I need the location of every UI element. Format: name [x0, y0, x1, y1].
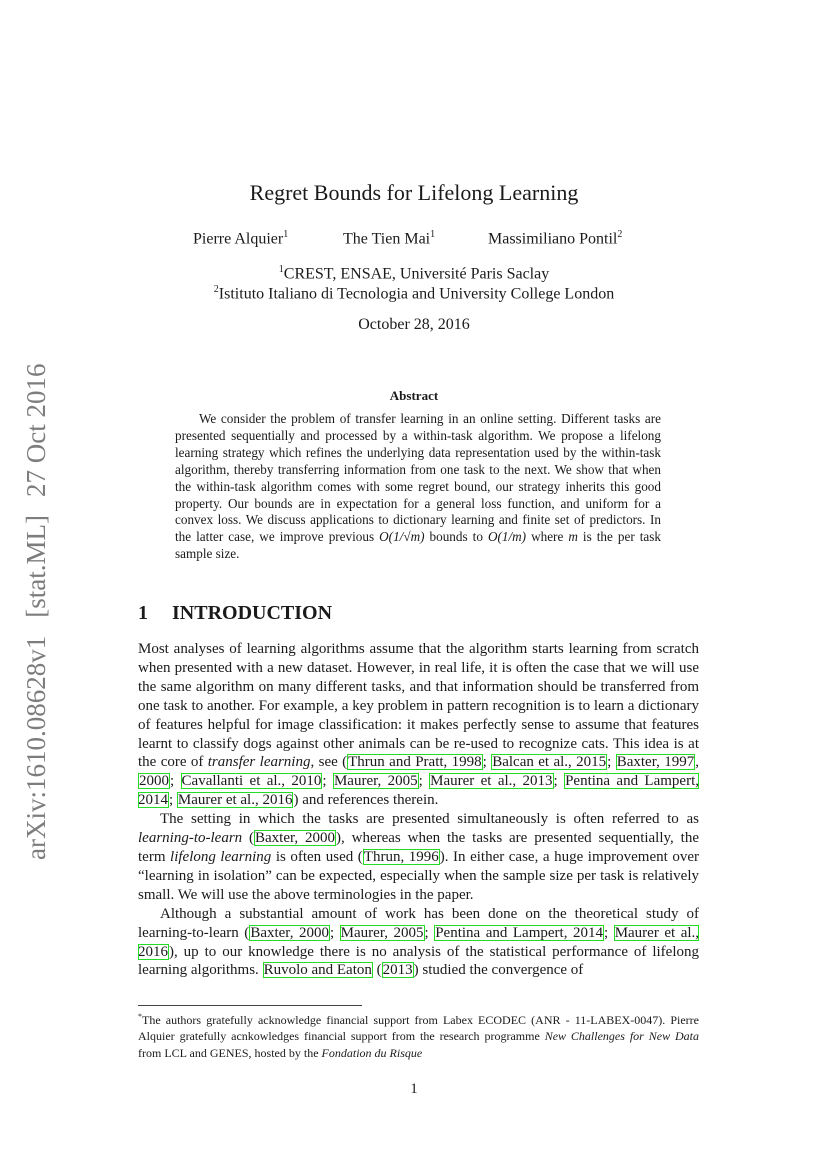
math: m [568, 529, 578, 545]
citation-link[interactable]: Thrun, 1996 [363, 848, 439, 865]
arxiv-id: arXiv:1610.08628v1 [21, 635, 51, 860]
citation-link[interactable]: Baxter, 2000 [255, 830, 336, 847]
math: O(1/m) [487, 529, 527, 545]
footnote: *The authors gratefully acknowledge financial support from Labex ECODEC (ANR - 11-LABEX-0047). Pierre Alquier gratefully acnkowledges financial support from the research programme New Challenges for New Data from LCL and GENES, hosted by the Fondation du Risque [138, 1012, 699, 1060]
paragraph: The setting in which the tasks are presented simultaneously is often referred to as learning-to-learn (Baxter, 2000), whereas when the tasks are presented sequentially, the term lifelong learning is often used (Thrun, 1996). In either case, a huge improvement over “learning in isolation” can be expected, especially when the sample size per task is relatively small. We will use the above terminologies in the paper. [138, 811, 699, 903]
arxiv-date: 27 Oct 2016 [21, 363, 51, 498]
author: Massimiliano Pontil$^2$ [488, 229, 623, 248]
arxiv-stamp [14, 340, 58, 860]
abstract-text: We consider the problem of transfer learning in an online setting. Different tasks are presented sequentially and processed by a within-task algorithm. We propose a lifelong learning strategy which refines the underlying data representation used by the within-task algorithm, thereby transferring information from one task to the next. We show that when the within-task algorithm comes with some regret bound, our strategy inherits this good property. Our bounds are in expectation for a general loss function, and uniform for a convex loss. We discuss applications to dictionary learning and finite set of predictors. In the latter case, we improve previous O(1/√m) bounds to O(1/m) where m is the per task sample size. [175, 411, 662, 562]
affiliation: $^2$Istituto Italiano di Tecnologia and University College London [213, 284, 615, 303]
page-number: 1 [410, 1081, 418, 1097]
math: O(1/√m) [379, 529, 425, 545]
abstract-heading: Abstract [389, 388, 439, 403]
section-heading: 1 INTRODUCTION [138, 602, 333, 624]
paper-title: Regret Bounds for Lifelong Learning [249, 180, 579, 205]
citation-link[interactable]: 2000 [139, 773, 169, 790]
paragraph: Most analyses of learning algorithms assume that the algorithm starts learning from scratch when presented with a new dataset. However, in real life, it is often the case that we will use the same algorithm on many different tasks, and that information should be transferred from one task to another. For example, a key problem in pattern recognition is to learn a dictionary of features helpful for image classification: it makes perfectly sense to assume that features learnt to classify dogs against other animals can be re-used to recognize cats. This idea is at the core of transfer learning, see (Thrun and Pratt, 1998; Balcan et al., 2015; Baxter, 1997, 2000; Cavallanti et al., 2010; Maurer, 2005; Maurer et al., 2013; Pentina and Lampert, 2014; Maurer et al., 2016) and references therein. [138, 641, 699, 809]
citation-link[interactable]: Ruvolo and Eaton [263, 962, 372, 979]
citation-link[interactable]: Maurer, 2005 [333, 773, 418, 790]
paper-date: October 28, 2016 [358, 316, 470, 333]
citation-link[interactable]: Thrun and Pratt, 1998 [348, 754, 482, 771]
citation-link[interactable]: Pentina and Lampert, 2014 [138, 773, 699, 809]
citation-link[interactable]: Maurer et al., 2016 [177, 792, 293, 809]
author: The Tien Mai$^1$ [343, 229, 436, 248]
citation-link[interactable]: 2013 [382, 962, 413, 979]
affiliation: $^1$CREST, ENSAE, Université Paris Saclay [278, 264, 550, 283]
citation-link[interactable]: Cavallanti et al., 2010 [181, 773, 322, 790]
citation-link[interactable]: Maurer et al., 2013 [430, 773, 553, 790]
body-text [138, 640, 699, 980]
citation-link[interactable]: Baxter, 2000 [250, 924, 329, 941]
citation-link[interactable]: Maurer, 2005 [340, 924, 424, 941]
citation-link[interactable]: Balcan et al., 2015 [492, 754, 607, 771]
author-list [0, 229, 828, 251]
citation-link[interactable]: Pentina and Lampert, 2014 [435, 924, 603, 941]
citation-link[interactable]: Maurer et al., 2016 [138, 924, 700, 960]
author: Pierre Alquier$^1$ [193, 229, 289, 248]
paragraph: Although a substantial amount of work has been done on the theoretical study of learning-to-learn (Baxter, 2000; Maurer, 2005; Pentina and Lampert, 2014; Maurer et al., 2016), up to our knowledge there is no analysis of the statistical performance of lifelong learning algorithms. Ruvolo and Eaton (2013) studied the convergence of [138, 905, 700, 979]
citation-link[interactable]: Baxter, 1997 [616, 754, 695, 771]
footnote-divider [138, 1005, 362, 1006]
arxiv-category: [stat.ML] [21, 515, 51, 618]
